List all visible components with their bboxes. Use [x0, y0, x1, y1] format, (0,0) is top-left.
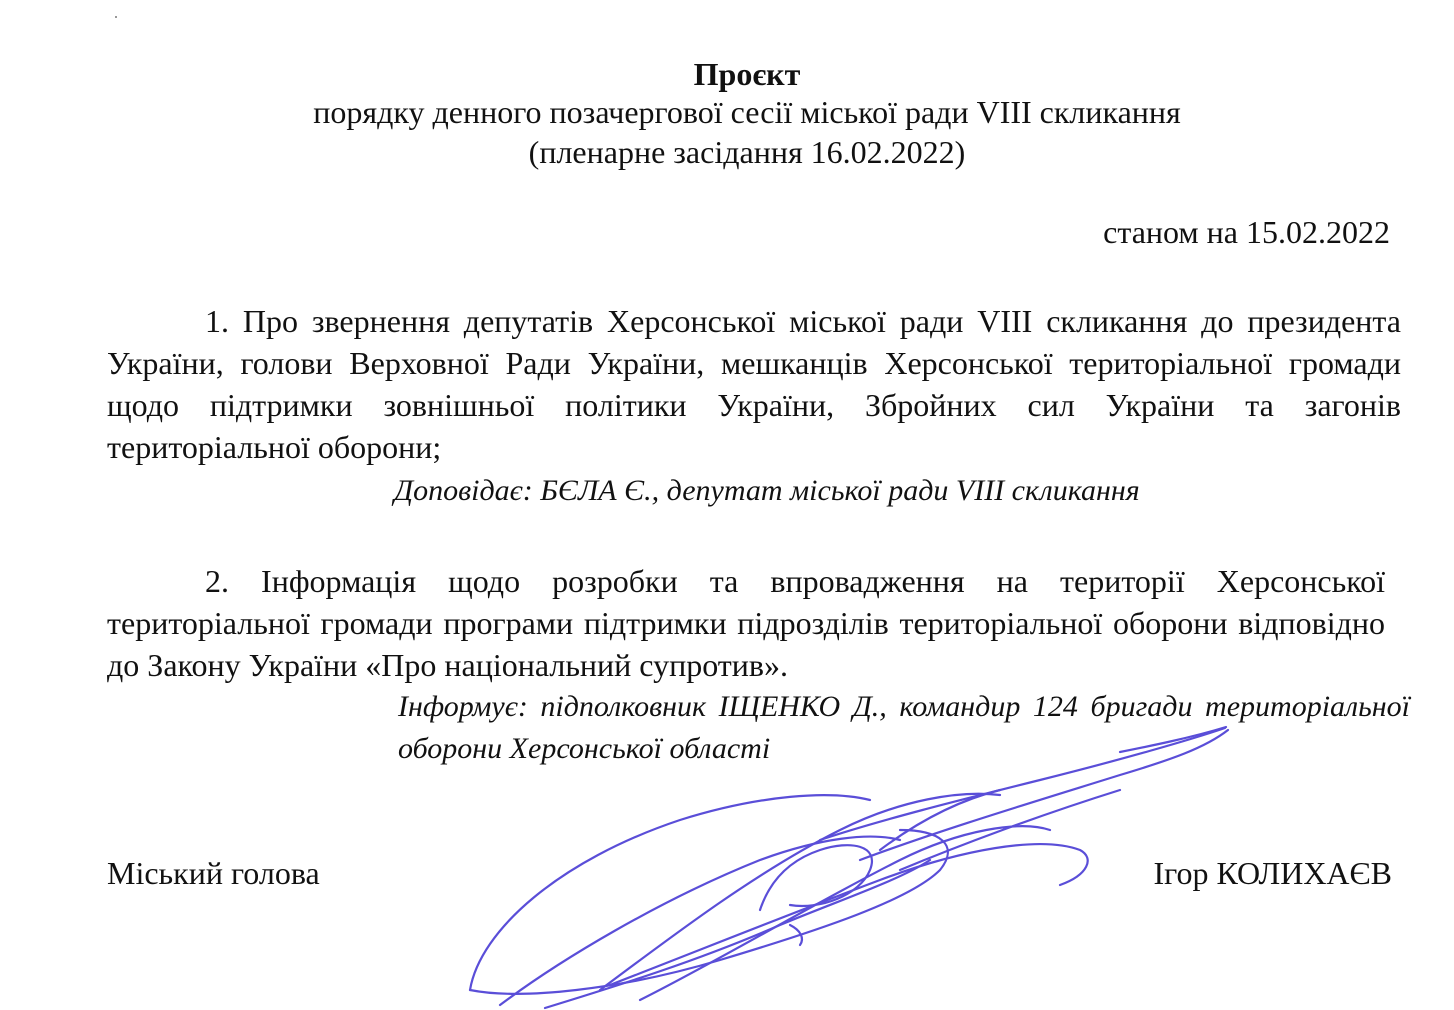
session-date: (пленарне засідання 16.02.2022) — [528, 134, 966, 170]
agenda-item-1-speaker: Доповідає: БЄЛА Є., депутат міської ради VIII скликання — [394, 474, 1140, 507]
agenda-item-2: 2. Інформація щодо розробки та впровадження на території Херсонської територіальної громади програми підтримки підрозділів територіальної оборони відповідно до Закону України «Про національний супротив». — [107, 563, 1385, 683]
scan-speck — [115, 16, 117, 18]
signatory-position: Міський голова — [107, 855, 320, 891]
agenda-item-2-speaker: Інформує: підполковник ІЩЕНКО Д., командир 124 бригади територіальної оборони Херсонської області — [398, 690, 1410, 765]
as-of-date: станом на 15.02.2022 — [1103, 214, 1390, 250]
document-subtitle: порядку денного позачергової сесії міської ради VIII скликання — [313, 94, 1181, 130]
signatory-name: Ігор КОЛИХАЄВ — [1153, 855, 1392, 891]
agenda-item-1: 1. Про звернення депутатів Херсонської міської ради VIII скликання до президента України, голови Верховної Ради України, мешканців Херсонської територіальної громади щодо підтримки зовнішньої політики України, Збройних сил України та загонів територіальної оборони; — [107, 303, 1401, 465]
document-title: Проєкт — [693, 56, 801, 92]
